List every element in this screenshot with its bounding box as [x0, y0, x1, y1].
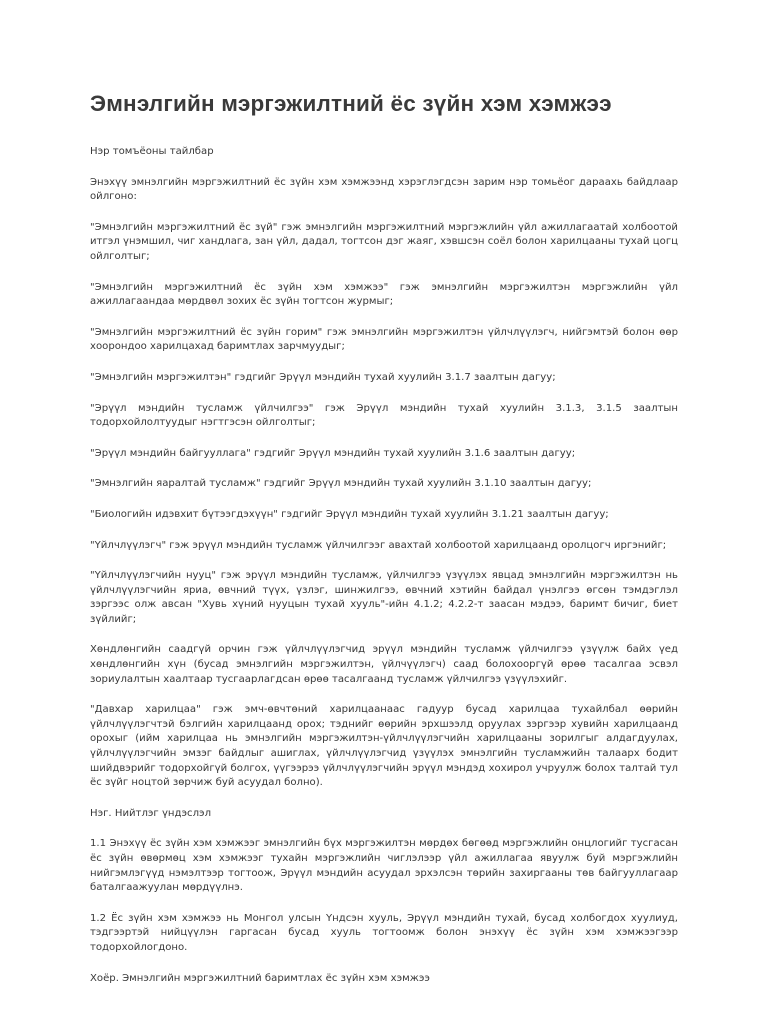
- section-heading-principles: Хоёр. Эмнэлгийн мэргэжилтний баримтлах ёс зүйн хэм хэмжээ: [90, 972, 430, 984]
- definition-ethics-regime: "Эмнэлгийн мэргэжилтний ёс зүйн горим" гэж эмнэлгийн мэргэжилтэн үйлчлүүлэгч, нийгэмтэй болон өөр хоорондоо харилцахад баримтлах зарчмуудыг;: [90, 326, 678, 353]
- definition-dual-relationship: "Давхар харилцаа" гэж эмч-өвчтөний харилцаанаас гадуур бусад харилцаа тухайлбал өөрийн үйлчлүүлэгчтэй бэлгийн харилцаанд орох; тэднийг өөрийн эрхшээлд оруулах зэргээр хувийн харилцаанд орохыг (ийм харилцаа нь эмнэлгийн мэргэжилтэн-үйлчлүүлэгчийн харилцааны зорилгыг алдагдуулах, үйлчлүүлэгчийн эмзэг байдлыг ашиглах, үйлчлүүлэгчид үзүүлэх эмнэлгийн тусламжийн талаарх бодит шийдвэрийг тодорхойгүй болгох, үүгээрээ үйлчлүүлэгчийн эрүүл мэндэд хохирол учруулж болох талтай тул ёс зүйг ноцтой зөрчиж буй асуудал болно).: [90, 704, 678, 789]
- document-title: Эмнэлгийн мэргэжилтний ёс зүйн хэм хэмжээ: [90, 91, 612, 116]
- paragraph-1-1: 1.1 Энэхүү ёс зүйн хэм хэмжээг эмнэлгийн бүх мэргэжилтэн мөрдөх бөгөөд мэргэжлийн онцлогийг тусгасан ёс зүйн өвөрмөц хэм хэмжээг тухайн мэргэжлийн чиглэлээр үйл ажиллагаа явуулж буй мэргэжлийн нийгэмлэгүүд нэмэлтээр тогтоож, Эрүүл мэндийн асуудал эрхэлсэн төрийн захиргааны төв байгууллагаар баталгаажуулан мөрдүүлнэ.: [90, 838, 678, 894]
- definition-health-service: "Эрүүл мэндийн тусламж үйлчилгээ" гэж Эрүүл мэндийн тухай хуулийн 3.1.3, 3.1.5 заалтын тодорхойлолтуудыг нэгтгэсэн ойлголтыг;: [90, 402, 678, 429]
- definition-emergency-care: "Эмнэлгийн яаралтай тусламж" гэдгийг Эрүүл мэндийн тухай хуулийн 3.1.10 заалтын дагуу;: [90, 478, 592, 490]
- definition-ethics: "Эмнэлгийн мэргэжилтний ёс зүй" гэж эмнэлгийн мэргэжилтний мэргэжлийн үйл ажиллагаатай холбоотой итгэл үнэмшил, чиг хандлага, зан үйл, дадал, тогтсон дэг жаяг, хэвшсэн соёл болон харилцааны тухай цогц ойлголтыг;: [90, 221, 678, 262]
- paragraph-intro: Энэхүү эмнэлгийн мэргэжилтний ёс зүйн хэм хэмжээнд хэрэглэгдсэн зарим нэр томьёог дараахь байдлаар ойлгоно:: [90, 176, 678, 203]
- section-heading-terms: Нэр томъёоны тайлбар: [90, 146, 214, 157]
- definition-health-organization: "Эрүүл мэндийн байгууллага" гэдгийг Эрүүл мэндийн тухай хуулийн 3.1.6 заалтын дагуу;: [90, 447, 576, 459]
- document-page: [90, 84, 678, 1002]
- definition-client-secret: "Үйлчлүүлэгчийн нууц" гэж эрүүл мэндийн тусламж, үйлчилгээ үзүүлэх явцад эмнэлгийн мэргэжилтэн нь үйлчлүүлэгчийн яриа, өвчний түүх, үзлэг, шинжилгээ, өвчний хэтийн байдал үнэлгээ өгсөн тэмдэглэл зэргээс олж авсан "Хувь хүний нууцын тухай хууль"-ийн 4.1.2; 4.2.2-т заасан мэдээ, баримт бичиг, биет зүйлийг;: [90, 570, 678, 625]
- definition-ethics-norms: "Эмнэлгийн мэргэжилтний ёс зүйн хэм хэмжээ" гэж эмнэлгийн мэргэжилтэн мэргэжлийн үйл ажиллагаандаа мөрдвөл зохих ёс зүйн тогтсон журмыг;: [90, 281, 678, 308]
- definition-private-environment: Хөндлөнгийн саадгүй орчин гэж үйлчлүүлэгчид эрүүл мэндийн тусламж үйлчилгээ үзүүлж байх үед хөндлөнгийн хүн (бусад эмнэлгийн мэргэжилтэн, үйлчүүлэгч) саад болохооргүй өрөө тасалгаа эсвэл зориулалтын хаалтаар тусгаарлагдсан өрөө тасалгаанд тусламж үйлчилгээ үзүүлэхийг.: [90, 644, 678, 685]
- definition-medical-professional: "Эмнэлгийн мэргэжилтэн" гэдгийг Эрүүл мэндийн тухай хуулийн 3.1.7 заалтын дагуу;: [90, 371, 556, 383]
- definition-client: "Үйлчлүүлэгч" гэж эрүүл мэндийн тусламж үйлчилгээг авахтай холбоотой харилцаанд оролцогч иргэнийг;: [90, 539, 667, 551]
- section-heading-general: Нэг. Нийтлэг үндэслэл: [90, 807, 212, 819]
- paragraph-1-2: 1.2 Ёс зүйн хэм хэмжээ нь Монгол улсын Үндсэн хууль, Эрүүл мэндийн тухай, бусад холбогдох хуулиуд, тэдгээртэй нийцүүлэн гаргасан бусад хууль тогтоомж болон энэхүү ёс зүйн хэм хэмжээгээр тодорхойлогдоно.: [90, 912, 678, 953]
- definition-bioactive-product: "Биологийн идэвхит бүтээгдэхүүн" гэдгийг Эрүүл мэндийн тухай хуулийн 3.1.21 заалтын дагуу;: [90, 508, 609, 520]
